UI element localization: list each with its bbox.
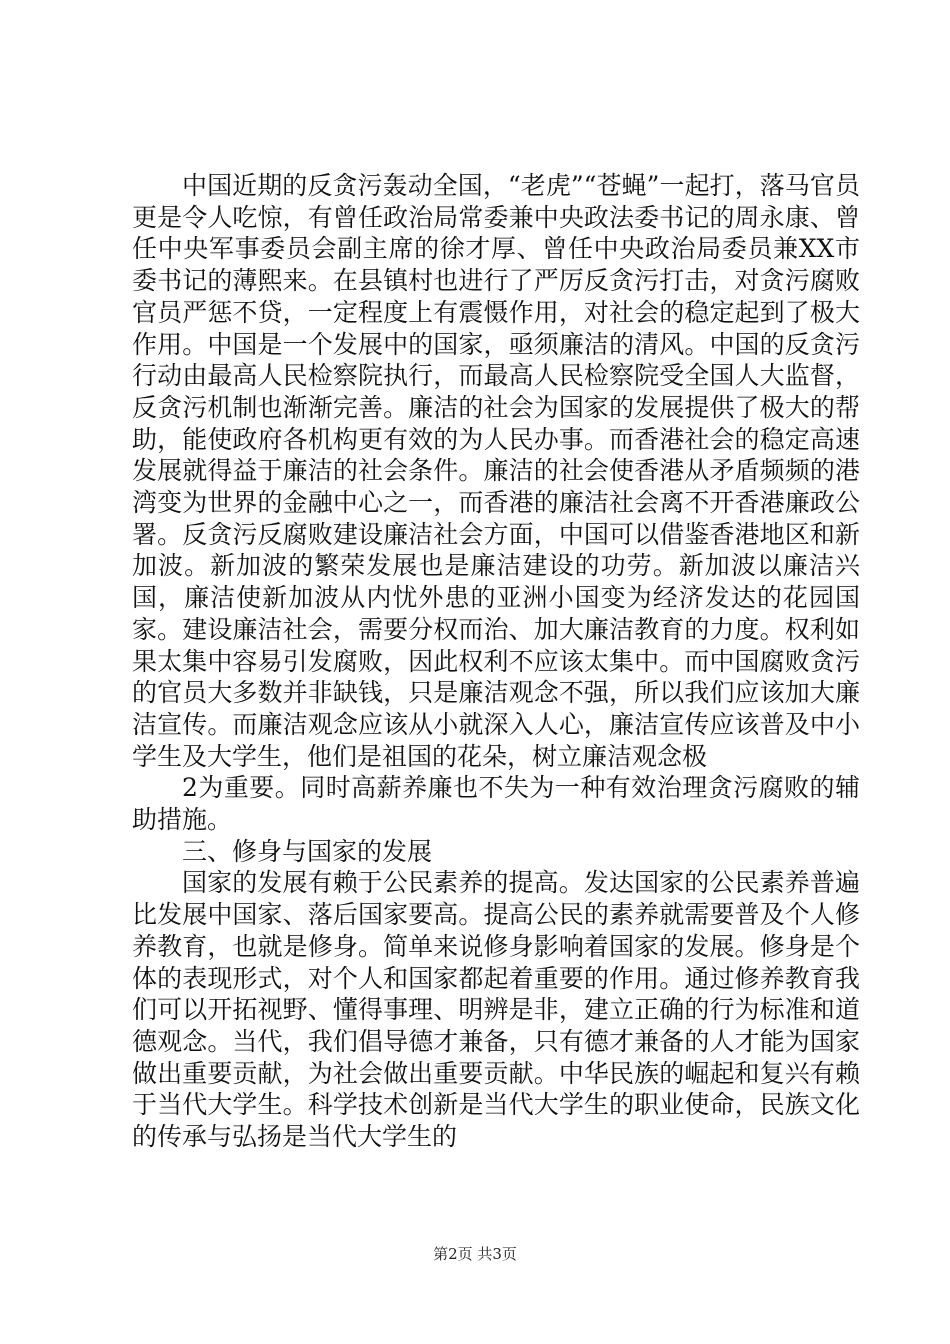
paragraph-continuation: 2为重要。同时高薪养廉也不失为一种有效治理贪污腐败的辅助措施。 xyxy=(132,773,860,835)
page-footer: 第2页 共3页 xyxy=(433,1245,517,1263)
section-heading: 三、修身与国家的发展 xyxy=(182,836,433,866)
paragraph-anti-corruption: 中国近期的反贪污轰动全国，“老虎”“苍蝇”一起打，落马官员更是令人吃惊，有曾任政治局常委兼中央政法委书记的周永康、曾任中央军事委员会副主席的徐才厚、曾任中央政治局委员兼XX市委书记的薄熙来。在县镇村也进行了严厉反贪污打击，对贪污腐败官员严惩不贷，一定程度上有震慑作用，对社会的稳定起到了极大作用。中国是一个发展中的国家，亟须廉洁的清风。中国的反贪污行动由最高人民检察院执行，而最高人民检察院受全国人大监督，反贪污机制也渐渐完善。廉洁的社会为国家的发展提供了极大的帮助，能使政府各机构更有效的为人民办事。而香港社会的稳定高速发展就得益于廉洁的社会条件。廉洁的社会使香港从矛盾频频的港湾变为世界的金融中心之一，而香港的廉洁社会离不开香港廉政公署。反贪污反腐败建设廉洁社会方面，中国可以借鉴香港地区和新加波。新加波的繁荣发展也是廉洁建设的功劳。新加波以廉洁兴国，廉洁使新加波从内忧外患的亚洲小国变为经济发达的花园国家。建设廉洁社会，需要分权而治、加大廉洁教育的力度。权利如果太集中容易引发腐败，因此权利不应该太集中。而中国腐败贪污的官员大多数并非缺钱，只是廉洁观念不强，所以我们应该加大廉洁宣传。而廉洁观念应该从小就深入人心，廉洁宣传应该普及中小学生及大学生，他们是祖国的花朵，树立廉洁观念极 xyxy=(132,171,860,771)
document-body xyxy=(132,170,860,1153)
paragraph-self-cultivation: 国家的发展有赖于公民素养的提高。发达国家的公民素养普遍比发展中国家、落后国家要高。提高公民的素养就需要普及个人修养教育，也就是修身。简单来说修身影响着国家的发展。修身是个体的表现形式，对个人和国家都起着重要的作用。通过修养教育我们可以开拓视野、懂得事理、明辨是非，建立正确的行为标准和道德观念。当代，我们倡导德才兼备，只有德才兼备的人才能为国家做出重要贡献，为社会做出重要贡献。中华民族的崛起和复兴有赖于当代大学生。科学技术创新是当代大学生的职业使命，民族文化的传承与弘扬是当代大学生的 xyxy=(132,868,860,1152)
